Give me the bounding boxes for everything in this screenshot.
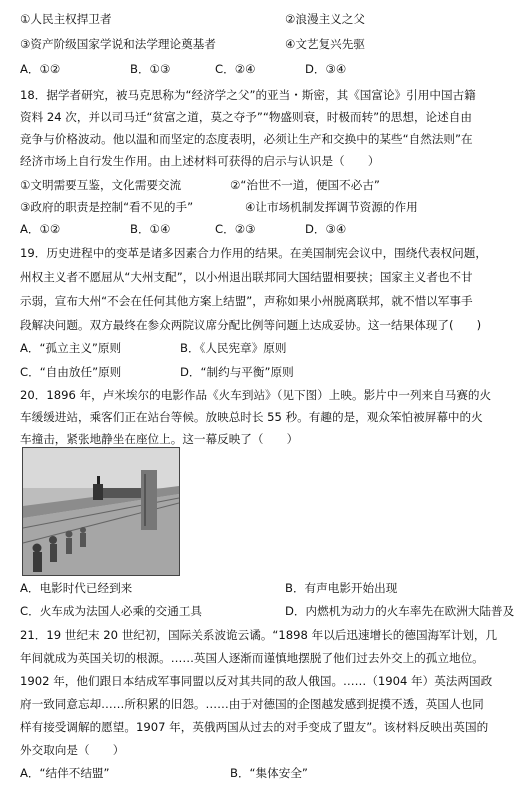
q18-stem-line-2: 资料 24 次，并以司马迁“贫富之道，莫之夺予”“物盛则衰，时极而转”的思想，论述自由 <box>20 110 472 124</box>
q19-stem-line-2: 州权主义者不愿屈从“大州支配”，以小州退出联邦同大国结盟相要挟；国家主义者也不甘 <box>20 270 473 284</box>
q21-stem-line-6: 外交取向是（ ） <box>20 743 125 757</box>
q18-choice-c[interactable]: C．②③ <box>215 222 256 236</box>
q17-option-row-2 <box>20 37 488 51</box>
q17-choice-c[interactable]: C．②④ <box>215 62 256 76</box>
q18-option-row-2 <box>20 200 488 214</box>
q21-stem-line-5: 样有接受调解的愿望。1907 年，英俄两国从过去的对手变成了盟友”。该材料反映出英国的 <box>20 720 489 734</box>
q18-stem-line-3: 竞争与价格波动。他以温和而坚定的态度表明，必须让生产和交换中的某些“自然法则”在 <box>20 132 473 146</box>
q21-stem-line-3: 1902 年，他们跟日本结成军事同盟以反对其共同的敌人俄国。……（1904 年）英法两国政 <box>20 674 493 688</box>
q17-item-3: ③资产阶级国家学说和法学理论奠基者 <box>20 37 216 51</box>
q19-choice-b[interactable]: B．《人民宪章》原则 <box>180 341 287 355</box>
q18-choice-d[interactable]: D．③④ <box>305 222 347 236</box>
q20-stem-line-1: 20．1896 年，卢米埃尔的电影作品《火车到站》（见下图）上映。影片中一列来自马赛的火 <box>20 388 492 402</box>
q17-answer-row <box>20 62 488 76</box>
q17-item-1: ①人民主权捍卫者 <box>20 12 112 26</box>
q18-option-row-1 <box>20 178 488 192</box>
q18-item-2: ②“治世不一道，便国不必古” <box>230 178 380 192</box>
q20-choice-d[interactable]: D．内燃机为动力的火车率先在欧洲大陆普及 <box>285 604 514 618</box>
q20-choice-b[interactable]: B．有声电影开始出现 <box>285 581 398 595</box>
q20-answer-row-2 <box>20 604 514 618</box>
q19-answer-row-1 <box>20 341 488 355</box>
q20-stem-line-3: 车撞击，紧张地静坐在座位上。这一幕反映了（ ） <box>20 432 299 446</box>
q17-item-4: ④文艺复兴先驱 <box>285 37 365 51</box>
q20-stem-line-2: 车缓缓进站，乘客们正在站台等候。放映总时长 55 秒。有趣的是，观众笨怕被屏幕中的火 <box>20 410 483 424</box>
q18-choice-a[interactable]: A．①② <box>20 222 61 236</box>
q17-choice-a[interactable]: A．①② <box>20 62 61 76</box>
q19-choice-d[interactable]: D．“制约与平衡”原则 <box>180 365 294 379</box>
q17-choice-b[interactable]: B．①③ <box>130 62 171 76</box>
q18-item-1: ①文明需要互鉴，文化需要交流 <box>20 178 182 192</box>
q19-stem-line-4: 段解决问题。双方最终在参众两院议席分配比例等问题上达成妥协。这一结果体现了( ) <box>20 318 482 332</box>
q18-stem-line-4: 经济市场上自行发生作用。由上述材料可获得的启示与认识是（ ） <box>20 154 380 168</box>
train-arrival-photo <box>22 447 180 576</box>
q18-stem-line-1: 18．据学者研究，被马克思称为“经济学之父”的亚当・斯密，其《国富论》引用中国古籍 <box>20 88 476 102</box>
q17-choice-d[interactable]: D．③④ <box>305 62 347 76</box>
q20-choice-a[interactable]: A．电影时代已经到来 <box>20 581 133 595</box>
q18-answer-row <box>20 222 488 236</box>
q19-choice-c[interactable]: C．“自由放任”原则 <box>20 365 122 379</box>
q18-item-4: ④让市场机制发挥调节资源的作用 <box>245 200 418 214</box>
q18-item-3: ③政府的职责是控制“看不见的手” <box>20 200 194 214</box>
q17-item-2: ②浪漫主义之父 <box>285 12 365 26</box>
q17-option-row-1 <box>20 12 488 26</box>
q21-choice-a[interactable]: A．“结伴不结盟” <box>20 766 110 780</box>
q20-choice-c[interactable]: C．火车成为法国人必乘的交通工具 <box>20 604 203 618</box>
q19-stem-line-3: 示弱，宣布大州“不会在任何其他方案上结盟”，声称如果小州脱离联邦，就不惜以军事手 <box>20 294 473 308</box>
q19-choice-a[interactable]: A．“孤立主义”原则 <box>20 341 122 355</box>
q20-answer-row-1 <box>20 581 488 595</box>
q19-answer-row-2 <box>20 365 488 379</box>
q21-stem-line-2: 年间就成为英国关切的根源。……英国人逐渐而谨慎地摆脱了他们过去外交上的孤立地位。 <box>20 651 484 665</box>
q21-stem-line-4: 府一致同意忘却……所积累的旧怨。……由于对德国的企图越发感到捉摸不透，英国人也同 <box>20 697 484 711</box>
q19-stem-line-1: 19．历史进程中的变革是诸多因素合力作用的结果。在美国制宪会议中，围绕代表权问题， <box>20 246 487 260</box>
q21-answer-row-1 <box>20 766 488 780</box>
q21-stem-line-1: 21．19 世纪末 20 世纪初，国际关系波诡云谲。“1898 年以后迅速增长的德国海军计划，几 <box>20 628 498 642</box>
q18-choice-b[interactable]: B．①④ <box>130 222 171 236</box>
q21-choice-b[interactable]: B．“集体安全” <box>230 766 308 780</box>
train-arrival-photo-image <box>23 448 179 575</box>
